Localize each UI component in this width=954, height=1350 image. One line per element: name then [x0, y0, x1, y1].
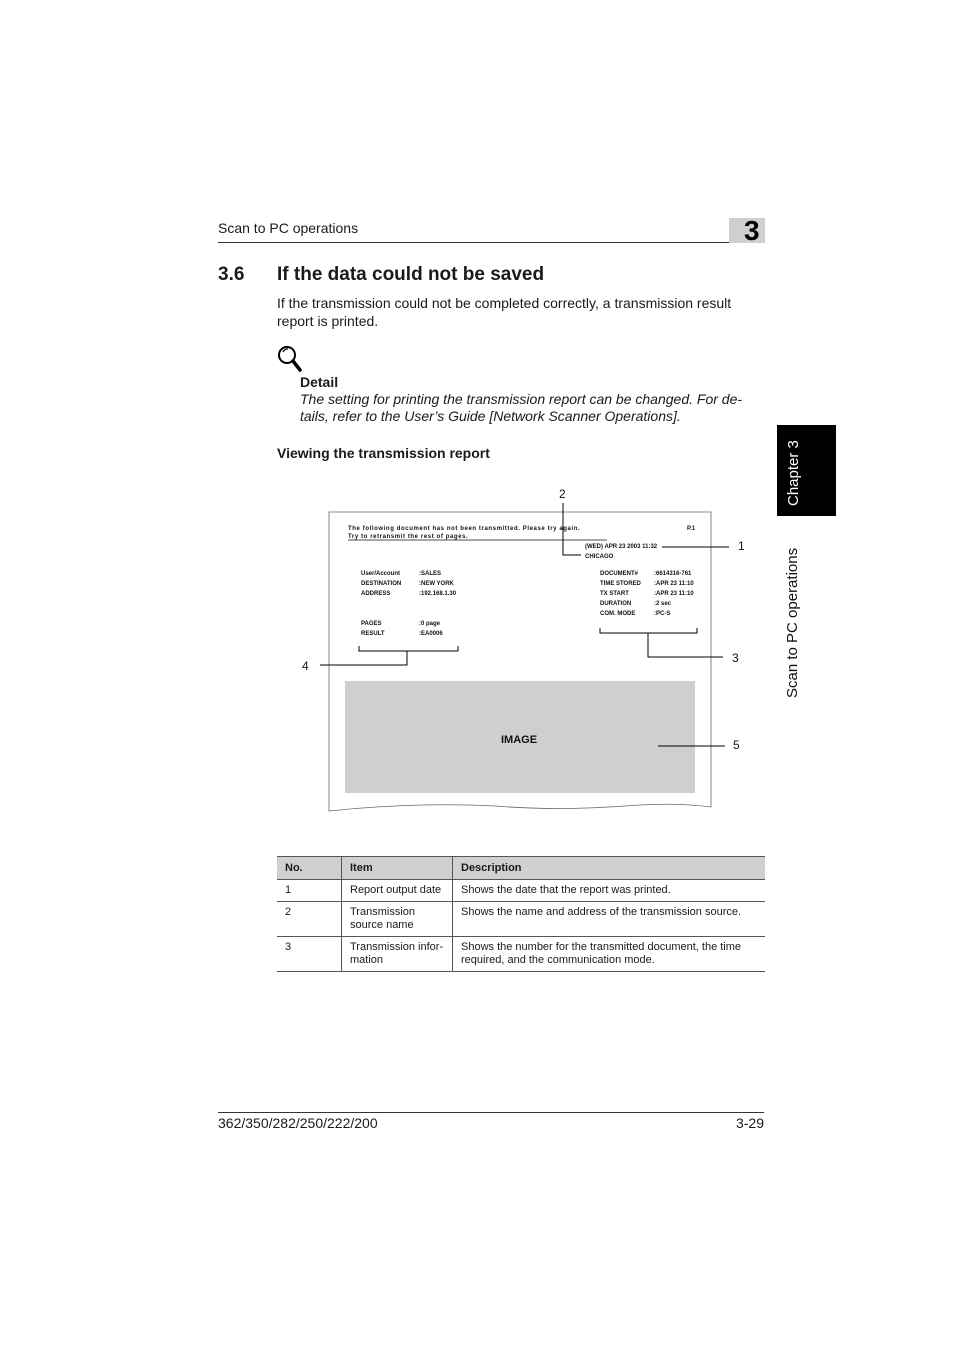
field-label: DESTINATION: [361, 581, 402, 587]
report-page: P.1: [687, 526, 696, 532]
intro-paragraph: If the transmission could not be completed correctly, a transmission result report is printed.: [277, 295, 732, 329]
transmission-report-diagram: [295, 480, 765, 825]
field-value: :NEW YORK: [419, 581, 454, 587]
field-value: :SALES: [419, 571, 442, 577]
table-cell: Shows the number for the transmitted document, the time required, and the communication mode.: [453, 937, 766, 972]
running-header: Scan to PC operations: [218, 220, 359, 236]
table-header-row: [277, 857, 765, 880]
field-value: :0 page: [419, 621, 441, 627]
section-title-text: If the data could not be saved: [277, 264, 545, 285]
detail-label: Detail: [300, 374, 339, 390]
field-value: :2 sec: [654, 601, 672, 607]
table-cell: Transmission source name: [342, 902, 453, 937]
callout-1: 1: [738, 539, 745, 553]
side-chapter-label-wrap: [785, 440, 851, 523]
table-cell: Report output date: [342, 880, 453, 902]
table-row: [277, 880, 765, 902]
table-cell: 3: [277, 937, 342, 972]
field-value: :APR 23 11:10: [654, 581, 694, 587]
field-label: User/Account: [361, 571, 401, 577]
field-label: PAGES: [361, 621, 382, 627]
field-label: DURATION: [600, 601, 632, 607]
header-rule: [218, 242, 764, 243]
callout-3: 3: [732, 651, 739, 665]
side-section-label: Scan to PC operations: [784, 547, 801, 698]
callout-4: 4: [302, 659, 309, 673]
table-cell: 2: [277, 902, 342, 937]
side-section-label-wrap: [784, 547, 934, 715]
field-value: :192.168.1.30: [419, 591, 457, 597]
section-title: [218, 264, 544, 286]
table-row: [277, 902, 765, 937]
report-date: (WED) APR 23 2003 11:32: [585, 544, 658, 550]
field-label: ADDRESS: [361, 591, 391, 597]
table-cell: Shows the name and address of the transmission source.: [453, 902, 766, 937]
column-header: No.: [277, 857, 342, 880]
footer-page-number: 3-29: [735, 1115, 764, 1131]
table-row: [277, 937, 765, 972]
report-location: CHICAGO: [585, 554, 614, 560]
report-message-line2: Try to retransmit the rest of pages.: [348, 534, 469, 540]
footer-rule: [218, 1112, 764, 1113]
field-value: :EA0006: [419, 631, 443, 637]
callout-5: 5: [733, 738, 740, 752]
side-chapter-label: Chapter 3: [785, 440, 802, 506]
field-value: :PC-S: [654, 611, 671, 617]
field-label: TX START: [600, 591, 629, 597]
chapter-number: 3: [744, 215, 760, 246]
callout-2: 2: [559, 487, 566, 501]
column-header: Item: [342, 857, 453, 880]
table-cell: Transmission infor-mation: [342, 937, 453, 972]
column-header: Description: [453, 857, 766, 880]
field-value: :6614316-761: [654, 571, 692, 577]
table-cell: Shows the date that the report was printed.: [453, 880, 766, 902]
field-label: COM. MODE: [600, 611, 636, 617]
field-label: RESULT: [361, 631, 385, 637]
image-label: IMAGE: [501, 734, 538, 746]
table-cell: 1: [277, 880, 342, 902]
report-message-line1: The following document has not been transmitted. Please try again.: [348, 526, 581, 532]
field-label: DOCUMENT#: [600, 571, 639, 577]
section-number: 3.6: [218, 264, 245, 285]
detail-text: The setting for printing the transmission report can be changed. For de-tails, refer to the User’s Guide [Network Scanner Operations].: [300, 391, 743, 424]
footer-models: 362/350/282/250/222/200: [218, 1115, 378, 1131]
subheading: Viewing the transmission report: [277, 445, 490, 461]
field-value: :APR 23 11:10: [654, 591, 694, 597]
items-table: [277, 856, 765, 972]
field-label: TIME STORED: [600, 581, 641, 587]
